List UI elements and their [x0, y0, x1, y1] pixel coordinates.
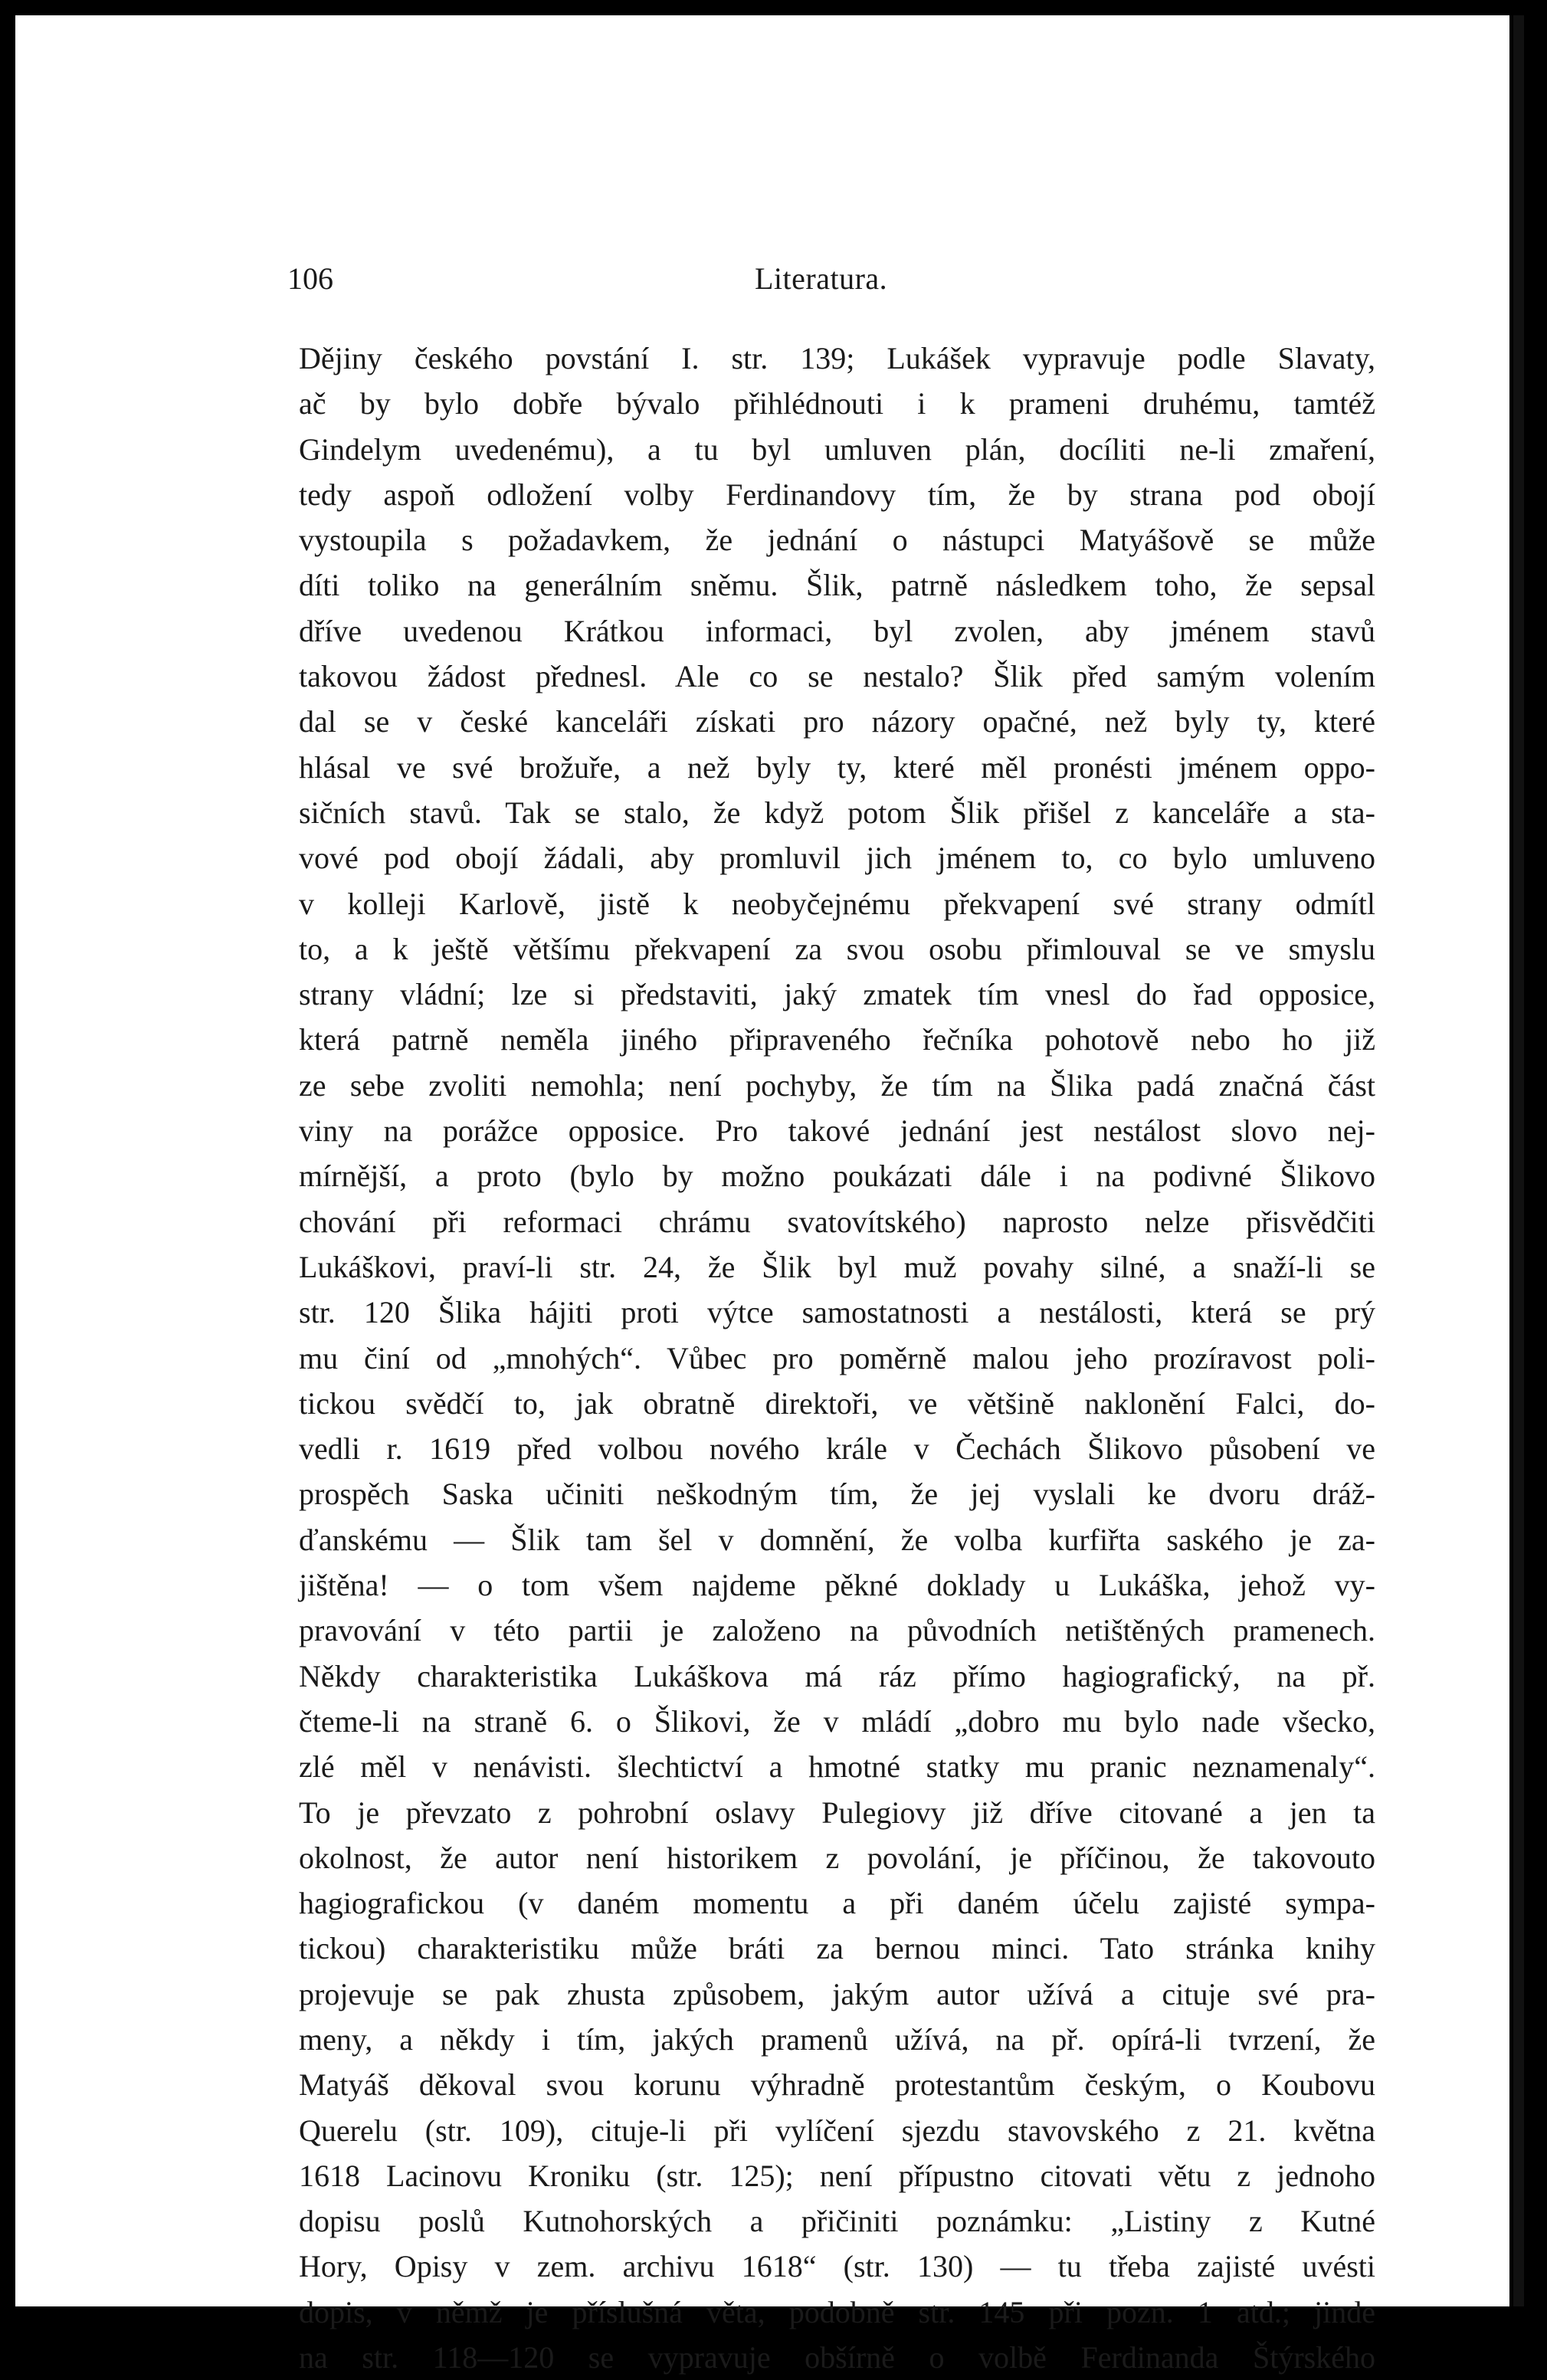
text-line: zlé měl v nenávisti. šlechtictví a hmotné statky mu pranic neznamenaly“.	[299, 1749, 1375, 1785]
text-line: Querelu (str. 109), cituje-li při vylíčení sjezdu stavovského z 21. května	[299, 2113, 1375, 2148]
text-line: okolnost, že autor není historikem z povolání, je příčinou, že takovouto	[299, 1840, 1375, 1875]
text-line: Dějiny českého povstání I. str. 139; Lukášek vypravuje podle Slavaty,	[299, 341, 1375, 375]
text-line: ač by bylo dobře bývalo přihlédnouti i k prameni druhému, tamtéž	[299, 386, 1375, 421]
text-line: tickou) charakteristiku může bráti za bernou minci. Tato stránka knihy	[299, 1931, 1375, 1966]
body-text	[299, 336, 1375, 2380]
text-line: pravování v této partii je založeno na původních netištěných pramenech.	[299, 1613, 1375, 1648]
text-line: dříve uvedenou Krátkou informaci, byl zvolen, aby jménem stavů	[299, 613, 1375, 648]
text-line: mírnější, a proto (bylo by možno poukázati dále i na podivné Šlikovo	[299, 1159, 1375, 1194]
text-line: vové pod obojí žádali, aby promluvil jich jménem to, co bylo umluveno	[299, 841, 1375, 876]
text-line: čteme-li na straně 6. o Šlikovi, že v mládí „dobro mu bylo nade všecko,	[299, 1703, 1375, 1739]
text-line: hagiografickou (v daném momentu a při daném účelu zajisté sympa-	[299, 1886, 1375, 1921]
text-line: Lukáškovi, praví-li str. 24, že Šlik byl muž povahy silné, a snaží-li se	[299, 1249, 1375, 1284]
text-line: to, a k ještě většímu překvapení za svou osobu přimlouval se ve smyslu	[299, 931, 1375, 966]
text-line: meny, a někdy i tím, jakých pramenů užívá, na př. opírá-li tvrzení, že	[299, 2021, 1375, 2057]
text-line: v kolleji Karlově, jistě k neobyčejnému překvapení své strany odmítl	[299, 886, 1375, 921]
text-line: vedli r. 1619 před volbou nového krále v Čechách Šlikovo působení ve	[299, 1431, 1375, 1467]
text-line: prospěch Saska učiniti neškodným tím, že jej vyslali ke dvoru dráž-	[299, 1477, 1375, 1512]
text-line: 1618 Lacinovu Kroniku (str. 125); není přípustno citovati větu z jednoho	[299, 2158, 1375, 2193]
text-line: která patrně neměla jiného připraveného řečníka pohotově nebo ho již	[299, 1022, 1375, 1057]
text-line: sičních stavů. Tak se stalo, že když potom Šlik přišel z kanceláře a sta-	[299, 795, 1375, 830]
text-line: Matyáš děkoval svou korunu výhradně protestantům českým, o Koubovu	[299, 2067, 1375, 2103]
text-line: vystoupila s požadavkem, že jednání o nástupci Matyášově se může	[299, 523, 1375, 558]
text-line: chování při reformaci chrámu svatovítského) naprosto nelze přisvědčiti	[299, 1204, 1375, 1239]
text-line: projevuje se pak zhusta způsobem, jakým autor užívá a cituje své pra-	[299, 1976, 1375, 2011]
text-line: Gindelym uvedenému), a tu byl umluven plán, docíliti ne-li zmaření,	[299, 431, 1375, 467]
text-line: mu činí od „mnohých“. Vůbec pro poměrně malou jeho prozíravost poli-	[299, 1340, 1375, 1375]
text-line: To je převzato z pohrobní oslavy Pulegiovy již dříve citované a jen ta	[299, 1795, 1375, 1830]
running-title: Literatura.	[755, 261, 888, 296]
text-line: dopis, v němž je příslušná věta, podobně str. 145 při pozn. 1 atd.; jinde	[299, 2294, 1375, 2329]
scan-border	[1524, 15, 1547, 2306]
text-line: ze sebe zvoliti nemohla; není pochyby, že tím na Šlika padá značná část	[299, 1067, 1375, 1103]
text-line: takovou žádost přednesl. Ale co se nestalo? Šlik před samým volením	[299, 659, 1375, 694]
text-line: ďanskému — Šlik tam šel v domnění, že volba kurfiřta saského je za-	[299, 1522, 1375, 1557]
text-line: viny na porážce opposice. Pro takové jednání jest nestálost slovo nej-	[299, 1113, 1375, 1149]
text-line: jištěna! — o tom všem najdeme pěkné doklady u Lukáška, jehož vy-	[299, 1568, 1375, 1603]
page-header	[287, 261, 1375, 307]
text-line: na str. 118—120 se vypravuje obšírně o volbě Ferdinanda Štýrského	[299, 2340, 1375, 2375]
text-line: Hory, Opisy v zem. archivu 1618“ (str. 130) — tu třeba zajisté uvésti	[299, 2249, 1375, 2284]
text-line: dopisu poslů Kutnohorských a přičiniti poznámku: „Listiny z Kutné	[299, 2204, 1375, 2239]
text-line: str. 120 Šlika hájiti proti výtce samostatnosti a nestálosti, která se prý	[299, 1295, 1375, 1330]
text-line: Někdy charakteristika Lukáškova má ráz přímo hagiografický, na př.	[299, 1658, 1375, 1693]
text-line: tickou svědčí to, jak obratně direktoři, ve většině naklonění Falci, do-	[299, 1385, 1375, 1421]
text-line: strany vládní; lze si představiti, jaký zmatek tím vnesl do řad opposice,	[299, 977, 1375, 1012]
page-number: 106	[287, 261, 333, 296]
text-line: dal se v české kanceláři získati pro názory opačné, než byly ty, které	[299, 704, 1375, 739]
text-line: hlásal ve své brožuře, a než byly ty, které měl pronésti jménem oppo-	[299, 749, 1375, 785]
text-line: tedy aspoň odložení volby Ferdinandovy tím, že by strana pod obojí	[299, 477, 1375, 512]
page-edge-shadow	[1513, 15, 1524, 2306]
text-line: díti toliko na generálním sněmu. Šlik, patrně následkem toho, že sepsal	[299, 568, 1375, 603]
